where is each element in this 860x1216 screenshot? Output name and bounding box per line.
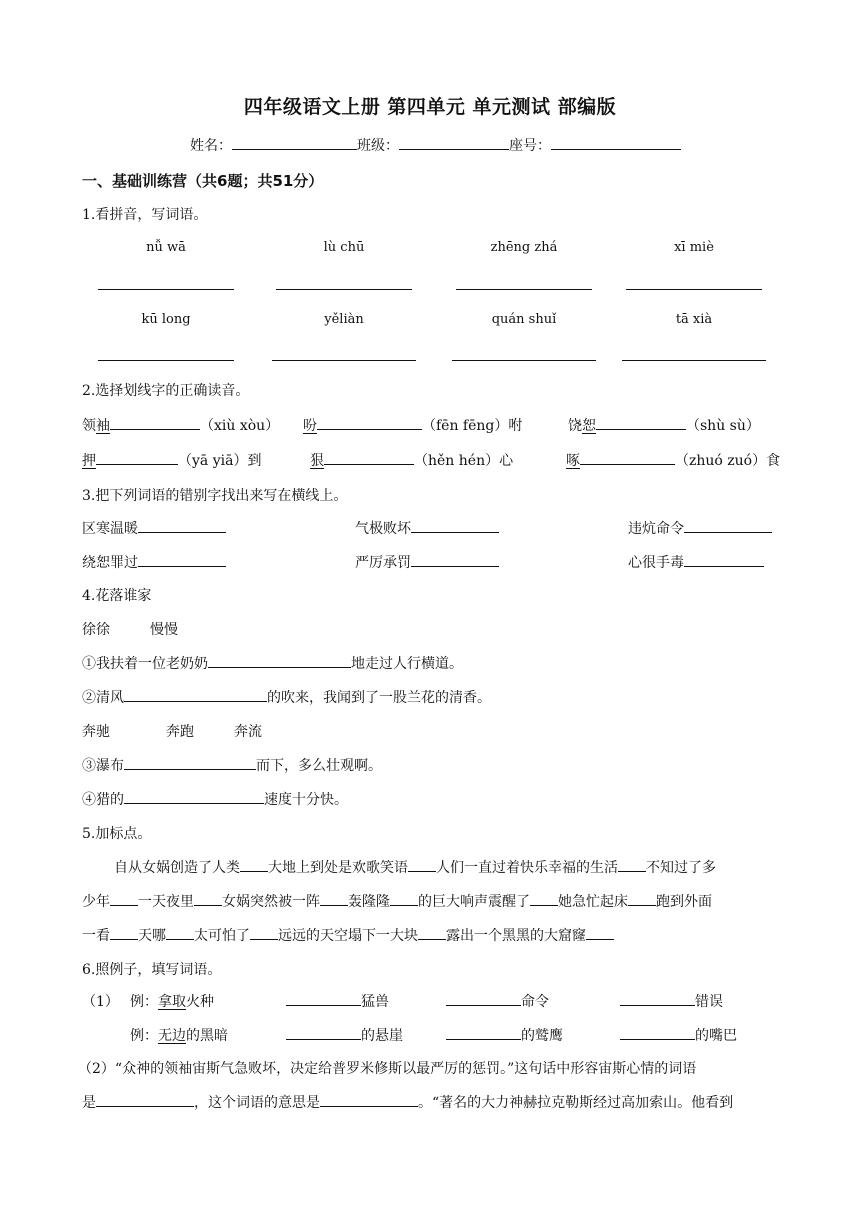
- q6-item: 错误: [620, 991, 723, 1011]
- underlined-char: 吩: [303, 418, 317, 434]
- name-label: 姓名：: [190, 138, 232, 154]
- punct-blank[interactable]: [250, 926, 278, 940]
- q5-stem: 5.加标点。: [82, 826, 152, 842]
- punct-blank[interactable]: [408, 858, 436, 872]
- answer-line[interactable]: [276, 289, 412, 290]
- answer-blank[interactable]: [110, 416, 200, 430]
- answer-blank[interactable]: [580, 451, 675, 465]
- punct-blank[interactable]: [586, 926, 614, 940]
- class-label: 班级：: [357, 138, 399, 154]
- answer-blank[interactable]: [684, 553, 764, 567]
- word-option: 慢慢: [150, 622, 178, 638]
- q6-part2-line2: 是 ，这个词语的意思是 。“著名的大力神赫拉克勒斯经过高加索山。他看到: [82, 1095, 734, 1111]
- answer-line[interactable]: [98, 289, 234, 290]
- answer-blank[interactable]: [411, 519, 499, 533]
- q2-item: 吩 （fēn fēng）咐: [303, 418, 523, 434]
- punct-blank[interactable]: [418, 926, 446, 940]
- pinyin-3: zhēng zhá: [490, 240, 558, 255]
- word-option: 奔流: [234, 724, 262, 740]
- pinyin-7: quán shuǐ: [491, 312, 557, 327]
- underlined-char: 啄: [566, 453, 580, 469]
- pinyin-5: kū long: [141, 312, 191, 327]
- punct-blank[interactable]: [628, 892, 656, 906]
- punct-blank[interactable]: [240, 858, 268, 872]
- answer-line[interactable]: [456, 289, 592, 290]
- punct-blank[interactable]: [166, 926, 194, 940]
- word-option: 徐徐: [82, 622, 110, 638]
- q3-item: 违炕命令: [628, 518, 772, 538]
- q6-item: 的嘴巴: [620, 1025, 737, 1045]
- word-option: 奔驰: [82, 724, 110, 740]
- name-blank[interactable]: [232, 135, 357, 150]
- underlined-char: 恕: [582, 418, 596, 434]
- q5-paragraph-line: 少年 一天夜里 女娲突然被一阵 轰隆隆 的巨大响声震醒了 她急忙起床 跑到外面: [82, 894, 712, 910]
- q3-item: 心很手毒: [628, 552, 764, 572]
- q6-item: 的鹫鹰: [446, 1025, 563, 1045]
- answer-blank[interactable]: [411, 553, 499, 567]
- student-info-line: [190, 135, 681, 155]
- q6-item: 命令: [446, 991, 549, 1011]
- q4-sentence: ④猎的 速度十分快。: [82, 792, 348, 808]
- answer-blank[interactable]: [320, 1093, 418, 1107]
- answer-line[interactable]: [626, 289, 762, 290]
- pinyin-1: nǚ wā: [146, 240, 186, 255]
- seat-blank[interactable]: [551, 135, 681, 150]
- answer-blank[interactable]: [124, 790, 264, 804]
- q2-item: 狠 （hěn hén）心: [310, 453, 514, 469]
- answer-blank[interactable]: [446, 992, 521, 1006]
- pinyin-8: tā xià: [675, 312, 713, 327]
- q2-item: 领袖 （xiù xòu）: [82, 418, 280, 434]
- underlined-char: 押: [82, 453, 96, 469]
- answer-blank[interactable]: [96, 1093, 194, 1107]
- answer-blank[interactable]: [317, 416, 422, 430]
- q6-example-1: 例：拿取火种: [130, 994, 214, 1010]
- answer-blank[interactable]: [286, 1026, 361, 1040]
- punct-blank[interactable]: [530, 892, 558, 906]
- q2-stem: 2.选择划线字的正确读音。: [82, 383, 250, 399]
- q3-item: 区寒温暖: [82, 518, 226, 538]
- answer-blank[interactable]: [620, 1026, 695, 1040]
- punct-blank[interactable]: [390, 892, 418, 906]
- answer-blank[interactable]: [138, 519, 226, 533]
- answer-blank[interactable]: [96, 451, 178, 465]
- answer-blank[interactable]: [596, 416, 686, 430]
- punct-blank[interactable]: [320, 892, 348, 906]
- q5-paragraph-line: 一看 天哪 太可怕了 远远的天空塌下一大块 露出一个黑黑的大窟窿: [82, 925, 614, 945]
- q3-item: 严厉承罚: [355, 552, 499, 572]
- page-title: 四年级语文上册 第四单元 单元测试 部编版: [243, 96, 617, 118]
- answer-line[interactable]: [622, 360, 766, 361]
- q2-item: 饶恕 （shù sù）: [568, 418, 760, 434]
- q6-item: 的悬崖: [286, 1025, 403, 1045]
- class-blank[interactable]: [399, 135, 509, 150]
- underlined-char: 袖: [96, 418, 110, 434]
- punct-blank[interactable]: [194, 892, 222, 906]
- answer-blank[interactable]: [446, 1026, 521, 1040]
- pinyin-2: lù chū: [323, 240, 365, 255]
- q4-stem: 4.花落谁家: [82, 588, 152, 604]
- answer-blank[interactable]: [124, 756, 256, 770]
- q6-stem: 6.照例子，填写词语。: [82, 962, 222, 978]
- answer-blank[interactable]: [208, 654, 351, 668]
- punct-blank[interactable]: [110, 926, 138, 940]
- seat-label: 座号：: [509, 138, 551, 154]
- pinyin-4: xī miè: [674, 240, 714, 255]
- q3-stem: 3.把下列词语的错别字找出来写在横线上。: [82, 488, 348, 504]
- q5-paragraph-line: 自从女娲创造了人类 大地上到处是欢歌笑语 人们一直过着快乐幸福的生活 不知过了多: [114, 860, 716, 876]
- answer-line[interactable]: [98, 360, 234, 361]
- q3-item: 气极败坏: [355, 518, 499, 538]
- q6-part2-line1: （2）“众神的领袖宙斯气急败坏，决定给普罗米修斯以最严厉的惩罚。”这句话中形容宙斯心情的词语: [78, 1061, 697, 1077]
- q2-item: 押 （yā yiā）到: [82, 453, 262, 469]
- word-option: 奔跑: [166, 724, 194, 740]
- answer-line[interactable]: [452, 360, 596, 361]
- underlined-char: 狠: [310, 453, 324, 469]
- answer-blank[interactable]: [684, 519, 772, 533]
- q3-item: 绕恕罪过: [82, 552, 226, 572]
- answer-blank[interactable]: [138, 553, 226, 567]
- q1-stem: 1.看拼音，写词语。: [82, 207, 208, 223]
- q6-part1-label: （1）: [82, 994, 119, 1010]
- punct-blank[interactable]: [618, 858, 646, 872]
- q6-example-2: 例：无边的黑暗: [130, 1028, 228, 1044]
- section-heading: 一、基础训练营（共6题；共51分）: [82, 172, 324, 190]
- q4-sentence: ①我扶着一位老奶奶 地走过人行横道。: [82, 656, 463, 672]
- answer-line[interactable]: [272, 360, 416, 361]
- q6-item: 猛兽: [286, 991, 389, 1011]
- punct-blank[interactable]: [110, 892, 138, 906]
- answer-blank[interactable]: [324, 451, 414, 465]
- answer-blank[interactable]: [124, 688, 267, 702]
- q4-sentence: ②清风 的吹来，我闻到了一股兰花的清香。: [82, 690, 491, 706]
- answer-blank[interactable]: [620, 992, 695, 1006]
- q2-item: 啄 （zhuó zuó）食: [566, 453, 781, 469]
- pinyin-6: yěliàn: [324, 312, 364, 327]
- q4-sentence: ③瀑布 而下，多么壮观啊。: [82, 758, 382, 774]
- answer-blank[interactable]: [286, 992, 361, 1006]
